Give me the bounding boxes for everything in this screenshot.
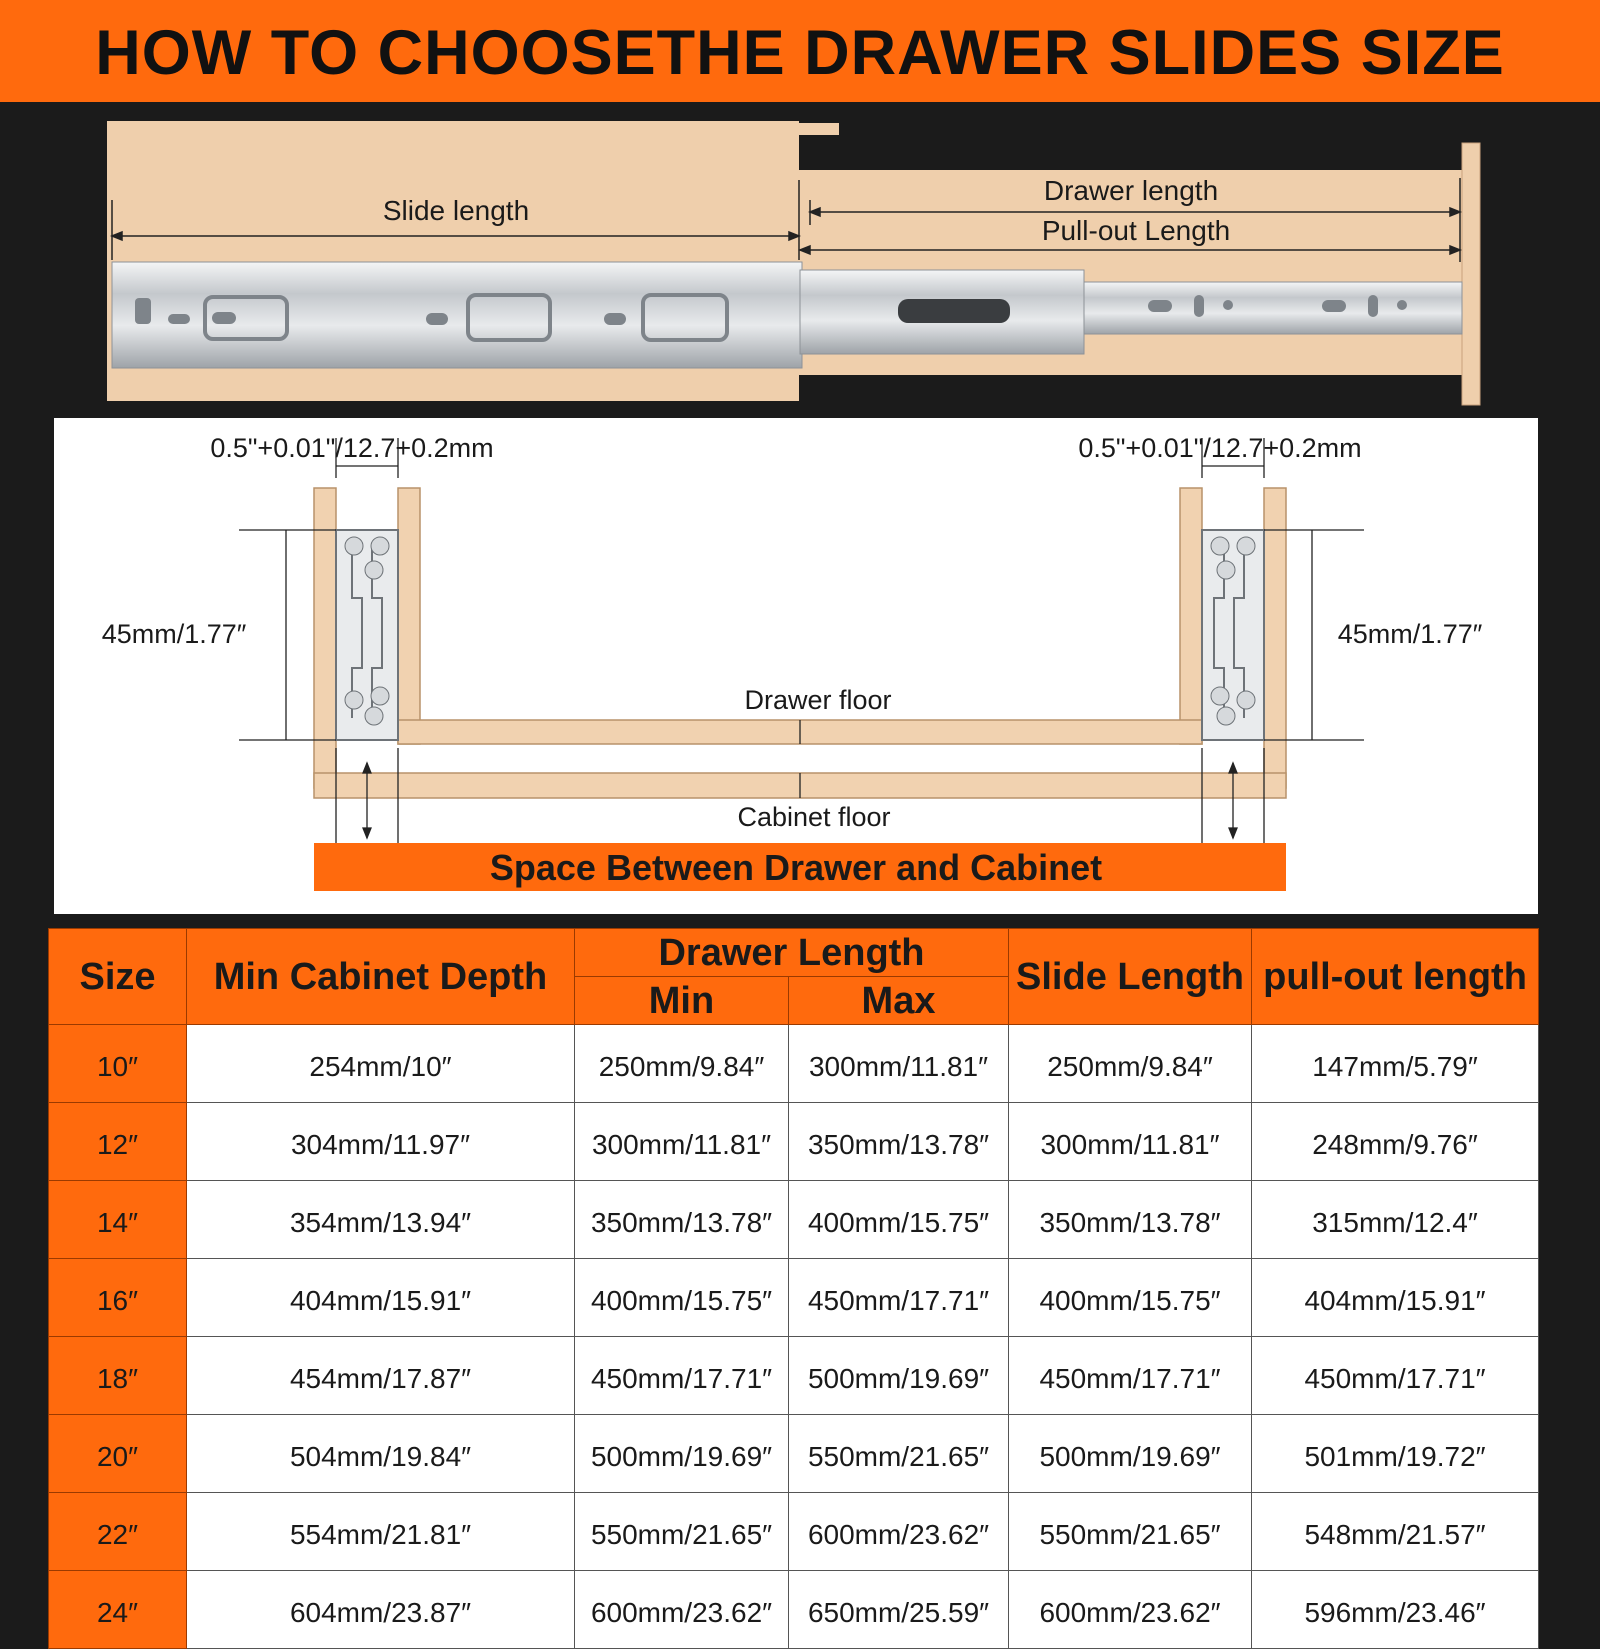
cabinet-panel-edge — [799, 123, 839, 135]
table-row — [49, 1025, 1539, 1103]
drawer-left-side — [398, 488, 420, 744]
drawer-max-cell: 350mm/13.78″ — [789, 1103, 1009, 1181]
drawer-min-cell: 350mm/13.78″ — [575, 1181, 789, 1259]
drawer-max-cell: 300mm/11.81″ — [789, 1025, 1009, 1103]
pull-out-length-label: Pull-out Length — [1041, 215, 1231, 246]
pull-out-cell: 404mm/15.91″ — [1252, 1259, 1539, 1337]
header-slide-length: Slide Length — [1009, 929, 1252, 1025]
header-pull-out-length: pull-out length — [1252, 929, 1539, 1025]
cabinet-right-wall — [1264, 488, 1286, 788]
drawer-right-side — [1180, 488, 1202, 744]
drawer-front-board — [1462, 143, 1480, 405]
slide-length-cell: 600mm/23.62″ — [1009, 1571, 1252, 1649]
drawer-min-cell: 550mm/21.65″ — [575, 1493, 789, 1571]
drawer-max-cell: 400mm/15.75″ — [789, 1181, 1009, 1259]
size-cell: 24″ — [49, 1571, 187, 1649]
cabinet-depth-cell: 304mm/11.97″ — [187, 1103, 575, 1181]
drawer-length-label: Drawer length — [1043, 175, 1219, 206]
size-cell: 10″ — [49, 1025, 187, 1103]
drawer-min-cell: 500mm/19.69″ — [575, 1415, 789, 1493]
drawer-floor-label: Drawer floor — [744, 685, 892, 715]
drawer-max-cell: 650mm/25.59″ — [789, 1571, 1009, 1649]
header-drawer-length: Drawer Length — [575, 929, 1009, 977]
header-min: Min — [575, 977, 789, 1025]
size-cell: 20″ — [49, 1415, 187, 1493]
height-label-left: 45mm/1.77″ — [101, 619, 247, 649]
left-slide-profile — [336, 530, 398, 740]
drawer-min-cell: 250mm/9.84″ — [575, 1025, 789, 1103]
cross-section-panel — [54, 418, 1538, 914]
space-label: Space Between Drawer and Cabinet — [489, 847, 1103, 888]
table-row — [49, 1181, 1539, 1259]
table-row — [49, 1259, 1539, 1337]
drawer-max-cell: 550mm/21.65″ — [789, 1415, 1009, 1493]
cabinet-depth-cell: 354mm/13.94″ — [187, 1181, 575, 1259]
cabinet-left-wall — [314, 488, 336, 788]
cabinet-depth-cell: 404mm/15.91″ — [187, 1259, 575, 1337]
header-max: Max — [789, 977, 1009, 1025]
cabinet-floor-label: Cabinet floor — [737, 802, 891, 832]
slide-length-cell: 400mm/15.75″ — [1009, 1259, 1252, 1337]
pull-out-cell: 548mm/21.57″ — [1252, 1493, 1539, 1571]
slide-illustration — [0, 0, 1600, 410]
drawer-max-cell: 500mm/19.69″ — [789, 1337, 1009, 1415]
table-row — [49, 1103, 1539, 1181]
table-row — [49, 1415, 1539, 1493]
pull-out-cell: 501mm/19.72″ — [1252, 1415, 1539, 1493]
drawer-max-cell: 450mm/17.71″ — [789, 1259, 1009, 1337]
drawer-min-cell: 300mm/11.81″ — [575, 1103, 789, 1181]
slide-length-cell: 500mm/19.69″ — [1009, 1415, 1252, 1493]
size-cell: 12″ — [49, 1103, 187, 1181]
table-row — [49, 1337, 1539, 1415]
pull-out-cell: 596mm/23.46″ — [1252, 1571, 1539, 1649]
gap-label-right: 0.5"+0.01"/12.7+0.2mm — [1078, 433, 1362, 463]
slide-length-cell: 450mm/17.71″ — [1009, 1337, 1252, 1415]
gap-label-left: 0.5"+0.01"/12.7+0.2mm — [210, 433, 494, 463]
drawer-min-cell: 400mm/15.75″ — [575, 1259, 789, 1337]
size-table — [48, 928, 1539, 1649]
pull-out-cell: 147mm/5.79″ — [1252, 1025, 1539, 1103]
header-size: Size — [49, 929, 187, 1025]
drawer-min-cell: 450mm/17.71″ — [575, 1337, 789, 1415]
cabinet-depth-cell: 454mm/17.87″ — [187, 1337, 575, 1415]
slide-length-cell: 300mm/11.81″ — [1009, 1103, 1252, 1181]
cross-section-diagram — [54, 418, 1538, 914]
size-cell: 16″ — [49, 1259, 187, 1337]
slide-length-cell: 550mm/21.65″ — [1009, 1493, 1252, 1571]
size-cell: 14″ — [49, 1181, 187, 1259]
slide-length-cell: 350mm/13.78″ — [1009, 1181, 1252, 1259]
pull-out-cell: 248mm/9.76″ — [1252, 1103, 1539, 1181]
page-title: HOW TO CHOOSETHE DRAWER SLIDES SIZE — [95, 18, 1505, 88]
height-label-right: 45mm/1.77″ — [1337, 619, 1483, 649]
size-cell: 18″ — [49, 1337, 187, 1415]
slide-length-label: Slide length — [382, 195, 530, 226]
pull-out-cell: 315mm/12.4″ — [1252, 1181, 1539, 1259]
cabinet-depth-cell: 504mm/19.84″ — [187, 1415, 575, 1493]
cabinet-depth-cell: 604mm/23.87″ — [187, 1571, 575, 1649]
table-row — [49, 1571, 1539, 1649]
pull-out-cell: 450mm/17.71″ — [1252, 1337, 1539, 1415]
drawer-min-cell: 600mm/23.62″ — [575, 1571, 789, 1649]
slide-length-cell: 250mm/9.84″ — [1009, 1025, 1252, 1103]
cabinet-depth-cell: 254mm/10″ — [187, 1025, 575, 1103]
cabinet-depth-cell: 554mm/21.81″ — [187, 1493, 575, 1571]
right-slide-profile — [1202, 530, 1264, 740]
drawer-max-cell: 600mm/23.62″ — [789, 1493, 1009, 1571]
size-cell: 22″ — [49, 1493, 187, 1571]
header-min-cabinet-depth: Min Cabinet Depth — [187, 929, 575, 1025]
table-row — [49, 1493, 1539, 1571]
